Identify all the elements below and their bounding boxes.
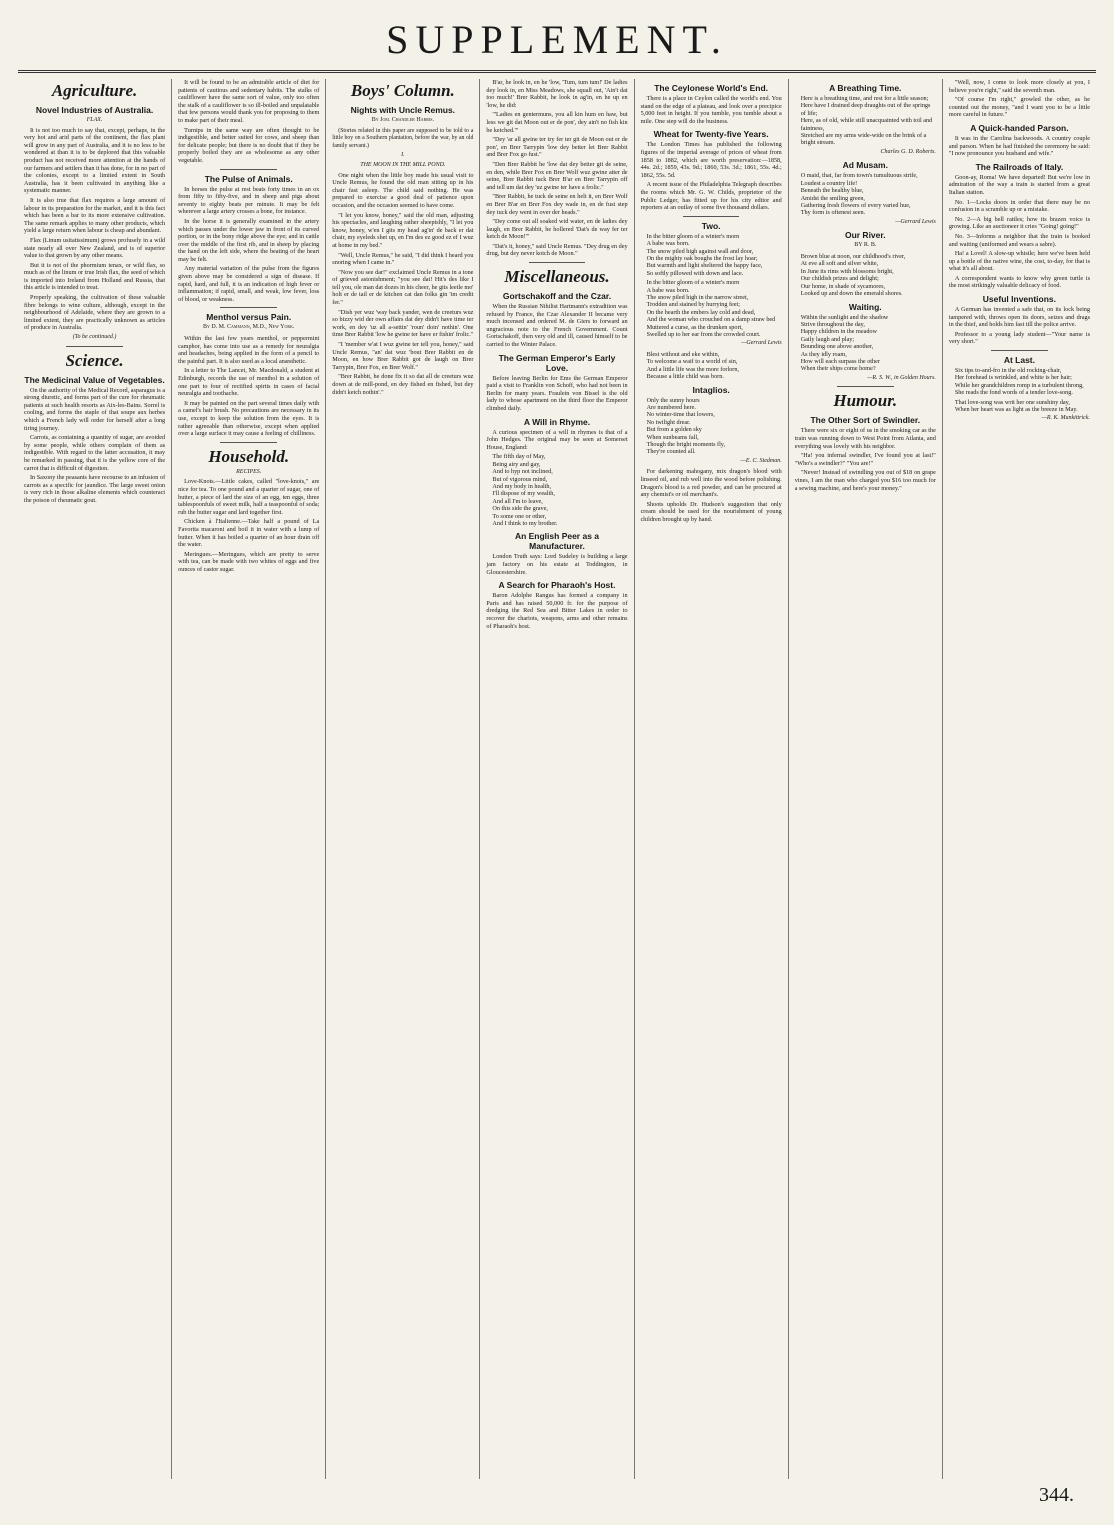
article-title: Nights with Uncle Remus. xyxy=(350,105,456,115)
paragraph: Before leaving Berlin for Ems the German Emperor paid a visit to Franklin von Schoff, who had not been in Berlin for many years. Fraulein von Bissel is the old lady to whose apartment on the third floor the Emperor climbed daily. xyxy=(486,374,628,412)
paragraph: "I 'member w'at I wuz gwine ter tell you, honey," said Uncle Remus, "an' dat wuz 'bout Brer Rabbit en de Moon, en how Brer Rabbit got de laugh on Brer Tarrypin, Brer Fox, en Brer Wolf." xyxy=(332,341,474,371)
paragraph: In a letter to The Lancet, Mr. Macdonald, a student at Edinburgh, records the use of menthol in a solution of one part to four of rectified spirits in cases of facial neuralgia and toothache. xyxy=(178,367,320,398)
poem: Only the sunny hours Are numbered here. No winter-time that lowers, No twilight drear. But from a golden sky When sunbeams fall, Though the bright moments fly, They're counted all. xyxy=(646,396,726,456)
poem: Blest without and eke within, To welcome a waif to a world of sin, And a little life was the more forlorn, Because a little child was born. xyxy=(646,351,740,381)
poem-title: Intaglios. xyxy=(692,384,730,395)
article-title: The Medicinal Value of Vegetables. xyxy=(24,374,165,385)
article-title: Menthol versus Pain. xyxy=(206,312,292,323)
poem-title: A Breathing Time. xyxy=(829,83,902,93)
section-agriculture: Agriculture. xyxy=(51,81,138,100)
paragraph: Any material variation of the pulse from the figures given above may be considered a sign of disease. If rapid, hard, and full, it is an indication of high fever or inflammation; if rapid, small, and weak, low fever, loss of blood, or weakness. xyxy=(178,265,320,303)
poem-author: —R. S. W., in Golden Hours. xyxy=(867,374,936,381)
poem-title: Ad Musam. xyxy=(842,160,888,171)
divider xyxy=(529,262,585,263)
divider xyxy=(220,307,276,308)
paragraph: When the Russian Nihilist Hartmann's extradition was refused by France, the Czar Alexander II became very much incensed and ordered M. de Giers to forward an ungracious note to the French Government. Count Gortschakoff, then very old and ill, caused himself to be carried to the Winter Palace. xyxy=(486,303,628,349)
section-subtitle: RECIPES. xyxy=(236,468,262,475)
paragraph: Meringues.—Meringues, which are pretty to serve with tea, can be made with two whites of eggs and five ounces of castor sugar. xyxy=(178,550,320,573)
byline: By Joel Chandler Harris. xyxy=(371,117,434,123)
article-title: Wheat for Twenty-five Years. xyxy=(653,129,769,140)
poem-author: —R. K. Munkittrick. xyxy=(1041,415,1090,422)
paragraph: Properly speaking, the cultivation of these valuable fibre belongs to wine culture, although, except in the neighbourhood of Adelaide, where they are grown to a limited extent, they are practically unknown as articles of produce in Australia. xyxy=(24,294,166,332)
paragraph: A curious specimen of a will in rhymes is that of a John Hedges. The original may be seen at Somerset House, England: xyxy=(486,428,628,451)
editor-note: (Stories related in this paper are supposed to be told to a little boy on a Southern plantation, before the war, by an old family servant.) xyxy=(332,127,474,149)
column-3 xyxy=(326,79,480,1479)
paragraph: In Saxony the peasants have recourse to an infusion of carrots as a specific for jaundice. The large sweet onion is very rich in those alkaline elements which counteract the poison of rheumatic gout. xyxy=(24,474,166,504)
byline: By D. M. Cammann, M.D., New York. xyxy=(202,324,295,331)
masthead-rule xyxy=(18,70,1096,73)
paragraph: "Brer Rabbit, he tuck de seine en helt it, en Brer Wolf en Brer B'ar en Brer Fox dey wade in, en de fust step dey tuck dey went in over der heads." xyxy=(486,193,628,216)
paragraph: A correspondent wants to know why green turtle is the most strikingly valuable delicacy of food. xyxy=(948,274,1090,290)
poem: That love-song was writ her one sunshiny day, When her heart was as light as the breeze in May. xyxy=(954,398,1078,414)
paragraph: A recent issue of the Philadelphia Telegraph describes the rooms which Mr. G. W. Childs, proprietor of the Public Ledger, has fitted up for his city editor and reporters at an outlay of some five thousand dollars. xyxy=(640,181,782,212)
column-2 xyxy=(172,79,326,1479)
column-7 xyxy=(943,79,1096,1479)
paragraph: There were six or eight of us in the smoking car as the train was running down to West Point from Atlanta, and everything was lovely with his neighbor. xyxy=(794,427,936,450)
divider xyxy=(220,442,276,443)
poem-title: At Last. xyxy=(1003,355,1035,366)
paragraph: Within the last few years menthol, or peppermint camphor, has come into use as a remedy for neuralgia and headaches, being applied in the form of a pencil to the painful part. It is also used as a local anæsthetic. xyxy=(178,335,320,365)
paragraph: Turnips in the same way are often thought to be indigestible, and better suited for cows, and sheep than for delicate people; but there is no doubt that if they be properly boiled they are as wholesome as any other vegetable. xyxy=(178,126,320,164)
column-4 xyxy=(480,79,634,1479)
continued-note: (To be continued.) xyxy=(72,334,117,341)
paragraph: On the authority of the Medical Record, asparagus is a strong diuretic, and forms part of the cure for rheumatic patients at such health resorts as Aix-les-Bains. Sorrel is cooling, and forms the staple of that soupe aux herbes which a French lady will order for herself after a long tiring journey. xyxy=(24,386,166,432)
poem: Within the sunlight and the shadow Strive throughout the day, Happy children in the meadow Gaily laugh and play; Bounding one above another, As they idly roam, How will each surpass the other When their ships come home? xyxy=(800,313,889,373)
paragraph: Shoots upholds Dr. Hudson's suggestion that only cream should be used for the nourishment of young children brought up by hand. xyxy=(640,500,782,524)
poem: Brown blue at noon, our childhood's river, At eve all soft and silver white, In June its rims with blossoms bright, Our childish prizes and delight; Our home, in shade of sycamores, Looked up and down the emerald shores. xyxy=(800,253,906,298)
poem: In the bitter gloom of a winter's morn A babe was born. The snow piled high in the narrow street, Trodden and stained by hurrying feet; On the hearth the embers lay cold and dead, And the woman who crouched on a damp straw bed Muttered a curse, as the drunken sport, Swelled up to her ear from the crowded court. xyxy=(646,279,776,338)
divider xyxy=(837,386,893,387)
article-title: Novel Industries of Australia. xyxy=(35,105,154,115)
paragraph: "I let you know, honey," said the old man, adjusting his spectacles, and laughing rather sheepishly, "I let you know, honey, w'en I gits my head ag'in' de back er dat chair, my eyeleds shet up, en I'm des ez good ez ef I wuz at home in my bed." xyxy=(332,211,474,249)
paragraph: Ha! a Lovel! A slow-up whistle; here we've been held up a bottle of the native wine, the cost, to-day, for that is what it's all about. xyxy=(948,250,1090,273)
paragraph: "Brer Rabbit, he done fix it so dat all de creeturs wuz down at de mill-pond, en dey fished en fished, but dey didn't ketch nothin'." xyxy=(332,373,474,396)
poem-author: —Gerrard Lewis xyxy=(741,340,782,347)
poem: In the bitter gloom of a winter's morn A babe was born. The snow piled high against wall and door, On the mighty oak boughs the frost lay hoar; But warmth and light sheltered the happy face, So softly pillowed with down and lace. xyxy=(646,232,763,277)
article-title: Gortschakoff and the Czar. xyxy=(502,291,612,302)
divider xyxy=(683,216,739,217)
poem: O maid, that, far from town's tumultuous strife, Loudest a country life! Beneath the healthy blue, Amidst the smiling green, Gathering fresh flowers of every varied hue, Thy form is oftenest seen. xyxy=(800,172,918,217)
paragraph: "Dish yer wuz 'way back yander, wen de creeturs wuz so bizzy wid der own affairs dat dey didn't have time ter work, en dey 'uz all a-settin' 'roun' doin' nothin'. One time Brer Rabbit 'low he gwine ter have er fishin' frolic." xyxy=(332,308,474,339)
paragraph: It may be painted on the part several times daily with a camel's hair brush. No precautions are necessary in its use, except to keep the solution from the eyes. It is rather agreeable than otherwise, except when applied over a large surface it may cause a feeling of chilliness. xyxy=(178,399,320,438)
article-title: The Other Sort of Swindler. xyxy=(810,415,921,426)
paragraph: "Dat's it, honey," said Uncle Remus. "Dey drug en dey drug, but dey never kotch de Moon." xyxy=(486,242,628,258)
page-number: 344. xyxy=(1039,1484,1074,1506)
poem: Here is a breathing time, and rest for a little season; Here have I drained deep draughts out of the springs of life; Here, as of old, while still unacquainted with toil and faintness, Stretched are my arms wide-wide on the brink of a bright stream. xyxy=(800,95,933,147)
masthead: SUPPLEMENT. xyxy=(386,17,728,62)
paragraph: It is not too much to say that, except, perhaps, in the very hot and arid parts of the continent, the flax plant will grow in any part of Australia, and it is no less to be wondered at than it is to be deplored that this valuable product has not received more attention at the hands of our farmers and settlers than it has done, for in no part of the colonies, except to a limited extent in South Australia, has it been cultivated in anything like a systematic manner. xyxy=(24,126,166,195)
poem-author: Charles G. D. Roberts. xyxy=(880,148,936,155)
paragraph: No. 2—A big bell rattles; how its brazen voice is growing. Like an auctioneer it cries "Going! going!" xyxy=(948,215,1090,231)
poem-title: Waiting. xyxy=(848,301,882,312)
paragraph: There is a place in Ceylon called the world's end. You stand on the edge of a plateau, and look over a precipice 5,000 feet in height. If you tumble, you tumble about a mile. One step will do the business. xyxy=(640,95,782,125)
section-science: Science. xyxy=(65,350,124,370)
byline: BY R. B. xyxy=(854,242,877,249)
paragraph: "'Ladies en gentermuns, you all kin hum en haw, but less we git dat Moon out er de pon', dey ain't no fish kin be ketched.'" xyxy=(486,111,628,134)
paragraph: "Dey come out all soaked wid water, en de ladies dey laugh, en Brer Rabbit, he hollered 'Dat's de way fer ter ketch de Moon!'" xyxy=(486,218,628,241)
article-title: The Ceylonese World's End. xyxy=(654,83,769,93)
paragraph: The London Times has published the following figures of the imperial average of prices of wheat from 1858 to 1882, which are worth preservation:—1858, 44s. 2d.; 1859, 43s. 9d.; 1860, 53s. 3d.; 1861, 55s. 4d.; 1862, 55s. 5d. xyxy=(640,141,782,179)
article-title: The Pulse of Animals. xyxy=(204,173,293,184)
divider xyxy=(220,169,276,170)
chapter-number: I. xyxy=(401,152,405,159)
paragraph: Carrots, as containing a quantity of sugar, are avoided by some people, while others complain of them as indigestible. With regard to the latter accusation, it may be remarked in passing, that it is the yellow core of the carrot that is difficult of digestion. xyxy=(24,434,166,472)
paragraph: "Well, now, I come to look more closely at you, I believe you're right," said the seventh man. xyxy=(948,79,1090,94)
paragraph: "Den Brer Rabbit he 'low dat dey better git de seine, en den, while Brer Fox en Brer Wolf wuz gwine atter de seine, Brer Rabbit tuck Brer B'ar en Brer Tarrypin off and tell um dat dey 'uz gwine ter have a frolic." xyxy=(486,160,628,191)
article-title: The Railroads of Italy. xyxy=(975,161,1064,172)
article-title: A Search for Pharaoh's Host. xyxy=(498,580,616,591)
column-5 xyxy=(635,79,789,1479)
paragraph: "Dey 'ar all gwine ter try fer ter git de Moon out er de pon', en Brer Tarrypin 'low dey better let Brer Rabbit and Brer Fox go fust." xyxy=(486,136,628,159)
article-subtitle: FLAX. xyxy=(86,117,103,123)
column-6 xyxy=(789,79,943,1479)
poem-title: Two. xyxy=(701,220,721,231)
paragraph: "Well, Uncle Remus," he said, "I did think I heard you snoring when I came in." xyxy=(332,251,474,267)
article-title: The German Emperor's Early Love. xyxy=(498,352,616,373)
paragraph: "Ha! you infernal swindler, I've found you at last!" "Who's a swindler?" "You are!" xyxy=(794,452,936,467)
paragraph: London Truth says: Lord Sudeley is building a large jam factory on his estate at Toddington, in Gloucestershire. xyxy=(486,553,628,576)
paragraph: For darkening mahogany, mix dragon's blood with linseed oil, and rub well into the wood before polishing. Dragon's blood is a red powder, and can be procured at any chemist's or oil merchant's. xyxy=(640,468,782,499)
paragraph: But it is not of the phormium tenax, or wild flax, so much as of the linum or true Irish flax, the seed of which is imported into Ireland from Holland and Russia, that this article is intended to treat. xyxy=(24,261,166,292)
section-boys-column: Boys' Column. xyxy=(350,81,455,100)
article-title: An English Peer as a Manufacturer. xyxy=(514,531,600,552)
poem-author: —E. C. Stedman. xyxy=(740,457,782,464)
columns xyxy=(18,79,1096,1479)
paragraph: Love-Knots.—Little cakes, called "love-knots," are nice for tea. To one pound and a quarter of sugar, one of butter, a piece of lard the size of an egg, ten eggs, three tablespoonfuls of sweet milk, half a teaspoonful of soda; rub the butter sugar and lard together first. xyxy=(178,478,320,516)
article-title: A Will in Rhyme. xyxy=(523,416,591,427)
paragraph: "Never! Instead of swindling you out of $18 on grape vines, I am the man who charged you $16 too much for a sewing machine, and here's your money." xyxy=(794,469,936,492)
divider xyxy=(991,350,1047,351)
paragraph: Baron Adolphe Rangus has formed a company in Paris and has raised 50,000 fr. for the purpose of dredging the Red Sea and Bitter Lakes in order to recover the chariots, weapons, arms and other remains of Pharaoh's host. xyxy=(486,592,628,630)
column-1 xyxy=(18,79,172,1479)
poem: The fifth day of May, Being airy and gay, And to hyp not inclined, But of vigorous mind, And my body in health, I'll dispose of my wealth, And all I'm to leave, On this side the grave, To some one or other, And I think to my brother. xyxy=(492,453,558,528)
poem-author: —Gerrard Lewis xyxy=(895,218,936,225)
paragraph: One night when the little boy made his usual visit to Uncle Remus, he found the old man sitting up in his chair fast asleep. The child said nothing. He was prepared to exercise a good deal of patience upon occasion, and the occasion seemed to have come. xyxy=(332,171,474,209)
chapter-title: THE MOON IN THE MILL POND. xyxy=(360,161,446,168)
article-title: Useful Inventions. xyxy=(982,294,1057,305)
paragraph: Flax (Linum usitatissimum) grows profusely in a wild state nearly all over New Zealand, and is of superior value to that grown by any other means. xyxy=(24,236,166,260)
paragraph: "Now you see dar!" exclaimed Uncle Remus in a tone of grieved astonishment; "you see dat! Hit's des like I tell you, ole man dat dozes in his cheer, he gits leetle mo' holt er de tail er de kitchen cat dan folks gin 'im credit fer." xyxy=(332,268,474,307)
poem: Six tips to-and-fro in the old rocking-chair, Her forehead is wrinkled, and white is her hair; While her grandchildren romp in a turbulent throng, She reads the fond words of a tender love-song. xyxy=(954,367,1084,397)
section-household: Household. xyxy=(208,446,290,466)
paragraph: It is also true that flax requires a large amount of labour in its preparation for the market, and it is this fact which has been a bar to its more extensive cultivation. The same remark applies to many other products, which yield a large return when labour is cheap and abundant. xyxy=(24,196,166,235)
section-humour: Humour. xyxy=(833,391,898,411)
paragraph: Professor to a young lady student—"Your name is very short." xyxy=(948,330,1090,346)
paragraph: No. 1—Locks doors in order that there may be no confusion in a scramble up or a mistake. xyxy=(948,198,1090,214)
paragraph: It will be found to be an admirable article of diet for patients of cautious and sedentary habits. The stalks of cauliflower have the same sort of value, only too often the stalk of a cauliflower is so ill-boiled and unpalatable that few persons would thank you for proposing to them to make part of their meal. xyxy=(178,79,320,124)
paragraph: It was in the Carolina backwoods. A country couple and parson. When he had finished the ceremony he said: "I now pronounce you husband and wife." xyxy=(948,134,1090,158)
article-title: A Quick-handed Parson. xyxy=(970,122,1069,133)
paragraph: In the horse it is generally examined in the artery which passes under the lower jaw in front of its curved portion, or in the bony ridge above the eye; and in cattle over the middle of the first rib, and in sheep by placing the hand on the left side, where the beating of the heart may be felt. xyxy=(178,217,320,263)
poem-title: Our River. xyxy=(844,230,886,241)
paragraph: Chicken à l'Italienne.—Take half a pound of La Favorita macaroni and boil it in water with a lump of butter. When it has boiled a quarter of an hour drain off the water. xyxy=(178,518,320,549)
divider xyxy=(66,346,122,347)
paragraph: "Of course I'm right," growled the other, as he counted out the money, "and I want you to be a little more careful in future." xyxy=(948,96,1090,119)
paragraph: In horses the pulse at rest beats forty times in an ox from fifty to fifty-five, and in sheep and pigs about seventy to eighty beats per minute. It may be felt wherever a large artery crosses a bone, for instance. xyxy=(178,185,320,216)
paragraph: Goon-ay, Roma! We have departed! But we're low in admiration of the way a train is started from a great Italian station. xyxy=(948,173,1090,196)
paragraph: A German has invented a safe that, on its lock being tampered with, throws open its doors, seizes and drags in the thief, and holds him fast till the police arrive. xyxy=(948,306,1090,329)
section-miscellaneous: Miscellaneous. xyxy=(504,267,610,287)
paragraph: B'ar, he look in, en he 'low, 'Tum, tum tum!' De ladies dey look in, en Miss Meadows, she squall out, 'Ain't dat too much!' Brer Rabbit, he look in ag'in, en he up en 'low, he did: xyxy=(486,79,628,109)
paragraph: No. 3—Informs a neighbor that the train is booked and waiting (uniformed and wears a sabre). xyxy=(948,232,1090,248)
